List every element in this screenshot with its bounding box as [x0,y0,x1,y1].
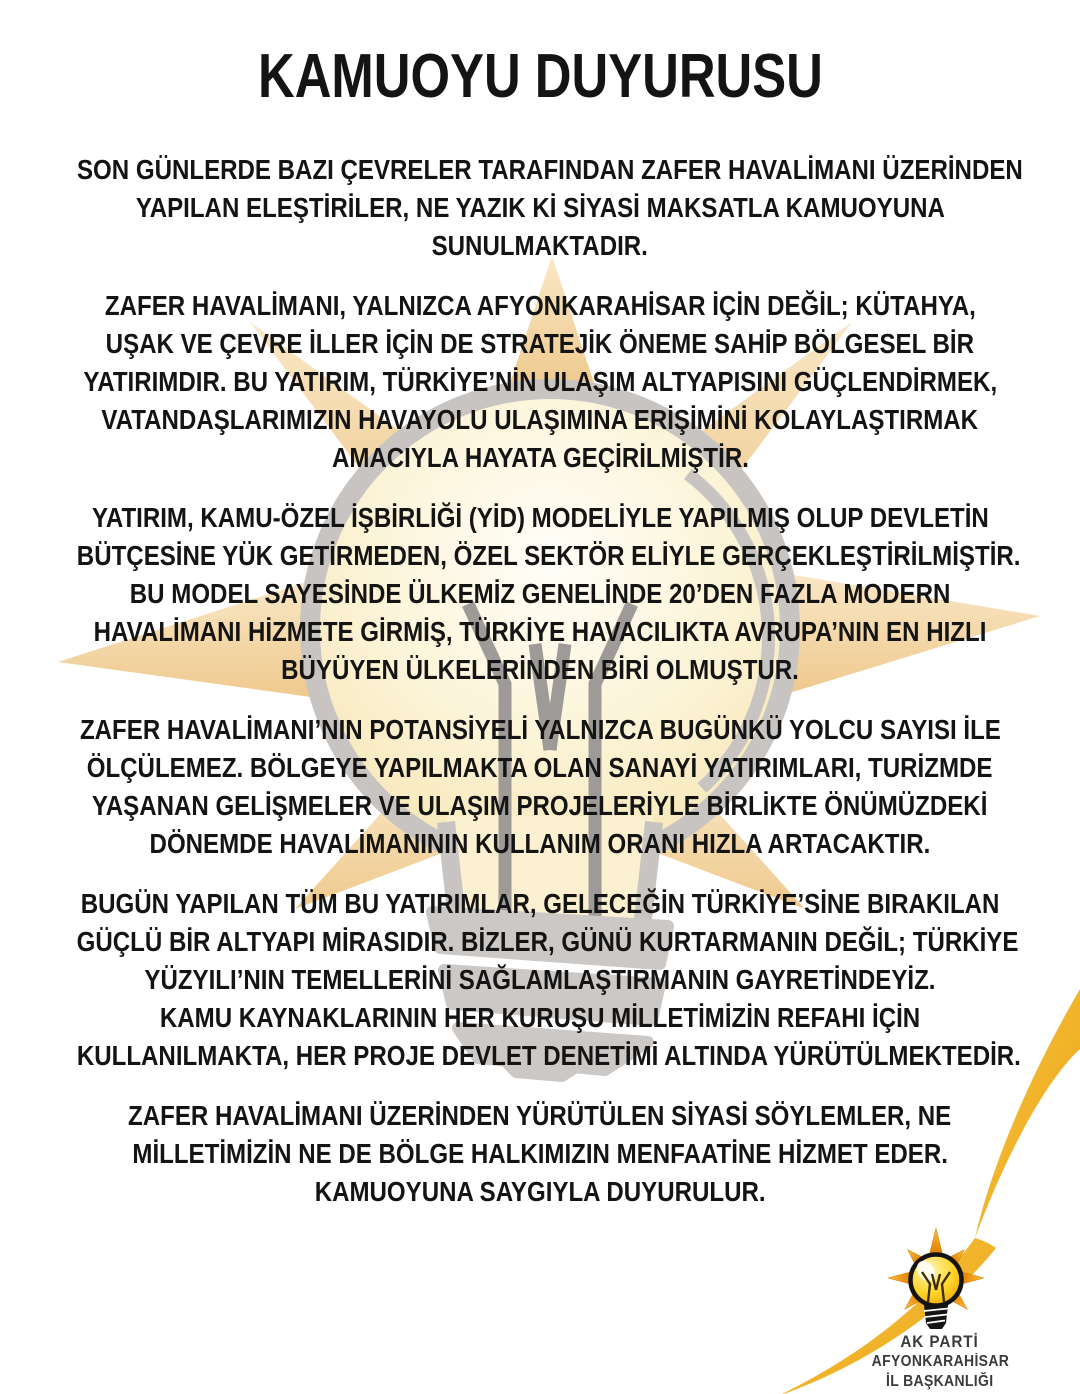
announcement-paragraph [0,885,1080,1075]
announcement [0,44,1080,1211]
logo-organization: İL BAŞKANLIĞI [886,1373,994,1390]
announcement-paragraph [0,287,1080,477]
paragraph-line: ÖLÇÜLEMEZ. BÖLGEYE YAPILMAKTA OLAN SANAYİ YATIRIMLARI, TURİZMDE [87,752,993,783]
akparti-lightbulb-logo-icon [858,1226,1018,1338]
logo-party-name: AK PARTİ [900,1332,980,1351]
paragraph-line: GÜÇLÜ BİR ALTYAPI MİRASIDIR. BİZLER, GÜNÜ KURTARMANIN DEĞİL; TÜRKİYE [76,926,1019,957]
paragraph-line: AMACIYLA HAYATA GEÇİRİLMİŞTİR. [331,442,749,473]
paragraph-line: YAŞANAN GELİŞMELER VE ULAŞIM PROJELERİYLE BİRLİKTE ÖNÜMÜZDEKİ [92,790,988,821]
paragraph-line: BUGÜN YAPILAN TÜM BU YATIRIMLAR, GELECEĞİN TÜRKİYE’SİNE BIRAKILAN [80,888,1000,919]
paragraph-line: KULLANILMAKTA, HER PROJE DEVLET DENETİMİ ALTINDA YÜRÜTÜLMEKTEDİR. [76,1040,1021,1071]
paragraph-line: SON GÜNLERDE BAZI ÇEVRELER TARAFINDAN ZAFER HAVALİMANI ÜZERİNDEN [76,154,1023,185]
paragraph-line: ZAFER HAVALİMANI, YALNIZCA AFYONKARAHİSAR İÇİN DEĞİL; KÜTAHYA, [104,290,976,321]
announcement-paragraph [0,151,1080,265]
logo-bulb-glass [911,1255,962,1306]
paragraph-line: BÜTÇESİNE YÜK GETİRMEDEN, ÖZEL SEKTÖR ELİYLE GERÇEKLEŞTİRİLMİŞTİR. [76,540,1021,571]
paragraph-line: ZAFER HAVALİMANI’NIN POTANSİYELİ YALNIZCA BUGÜNKÜ YOLCU SAYISI İLE [79,714,1001,745]
paragraph-line: ZAFER HAVALİMANI ÜZERİNDEN YÜRÜTÜLEN SİYASİ SÖYLEMLER, NE [128,1100,952,1131]
paragraph-line: HAVALİMANI HİZMETE GİRMİŞ, TÜRKİYE HAVACILIKTA AVRUPA’NIN EN HIZLI [93,616,987,647]
paragraph-line: YÜZYILI’NIN TEMELLERİNİ SAĞLAMLAŞTIRMANIN GAYRETİNDEYİZ. [144,964,936,995]
announcement-paragraph [0,499,1080,689]
paragraph-line: YAPILAN ELEŞTİRİLER, NE YAZIK Kİ SİYASİ MAKSATLA KAMUOYUNA [135,192,945,223]
paragraph-line: DÖNEMDE HAVALİMANININ KULLANIM ORANI HIZLA ARTACAKTIR. [149,828,931,859]
paragraph-line: KAMU KAYNAKLARININ HER KURUŞU MİLLETİMİZİN REFAHI İÇİN [159,1002,921,1033]
announcement-body [0,151,1080,1211]
logo-screw-base [924,1305,948,1329]
logo-province: AFYONKARAHİSAR [871,1353,1009,1370]
paragraph-line: MİLLETİMİZİN NE DE BÖLGE HALKIMIZIN MENFAATİNE HİZMET EDER. [132,1138,948,1169]
paragraph-line: YATIRIMDIR. BU YATIRIM, TÜRKİYE’NİN ULAŞIM ALTYAPISINI GÜÇLENDİRMEK, [83,366,997,397]
paragraph-line: BU MODEL SAYESİNDE ÜLKEMİZ GENELİNDE 20’DEN FAZLA MODERN [129,578,951,609]
announcement-paragraph [0,1097,1080,1211]
paragraph-line: VATANDAŞLARIMIZIN HAVAYOLU ULAŞIMINA ERİŞİMİNİ KOLAYLAŞTIRMAK [101,404,979,435]
page-title: KAMUOYU DUYURUSU [257,42,823,111]
paragraph-line: BÜYÜYEN ÜLKELERİNDEN BİRİ OLMUŞTUR. [281,654,799,685]
paragraph-line: KAMUOYUNA SAYGIYLA DUYURULUR. [314,1176,766,1207]
announcement-paragraph [0,711,1080,863]
paragraph-line: UŞAK VE ÇEVRE İLLER İÇİN DE STRATEJİK ÖNEME SAHİP BÖLGESEL BİR [105,328,975,359]
paragraph-line: SUNULMAKTADIR. [431,230,649,261]
paragraph-line: YATIRIM, KAMU-ÖZEL İŞBİRLİĞİ (YİD) MODELİYLE YAPILMIŞ OLUP DEVLETİN [91,502,989,533]
